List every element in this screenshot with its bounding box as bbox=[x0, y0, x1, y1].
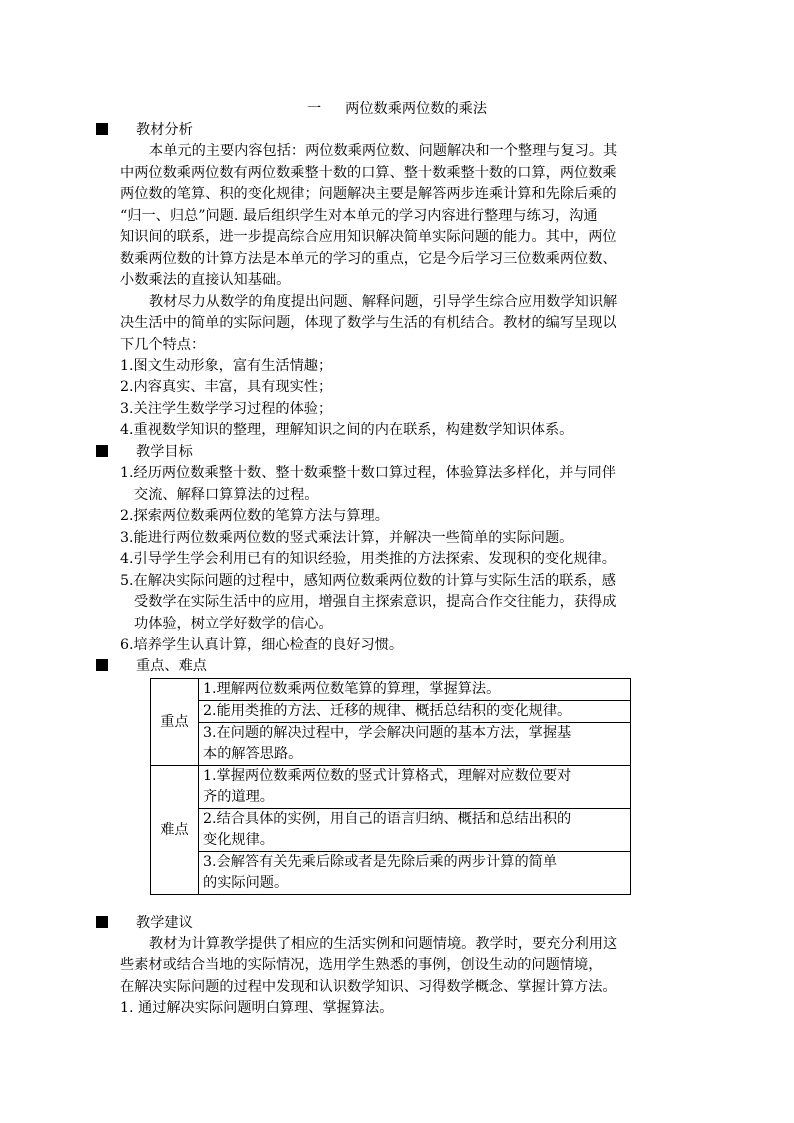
paragraph-line: 在解决实际问题的过程中发现和认识数学知识、习得数学概念、掌握计算方法。 bbox=[120, 979, 617, 995]
paragraph-line: 数乘两位数的计算方法是本单元的学习的重点，它是今后学习三位数乘两位数、 bbox=[120, 251, 617, 267]
paragraph-line: 两位数的笔算、积的变化规律；问题解决主要是解答两步连乘计算和先除后乘的 bbox=[120, 186, 617, 202]
list-item: 功体验，树立学好数学的信心。 bbox=[134, 616, 333, 632]
list-item: 2.内容真实、丰富，具有现实性； bbox=[120, 379, 333, 395]
table-row bbox=[151, 852, 631, 895]
paragraph-line: 知识间的联系，进一步提高综合应用知识解决简单实际问题的能力。其中，两位 bbox=[120, 229, 617, 245]
section-heading-analysis: 教材分析 bbox=[96, 120, 193, 141]
square-bullet-icon bbox=[96, 916, 108, 928]
table-cell: 2.结合具体的实例，用自己的语言归纳、概括和总结出积的 变化规律。 bbox=[199, 809, 631, 852]
table-row bbox=[151, 723, 631, 766]
table-row bbox=[151, 809, 631, 852]
table-cell: 2.能用类推的方法、迁移的规律、概括总结积的变化规律。 bbox=[199, 701, 631, 723]
table-cell: 3.在问题的解决过程中，学会解决问题的基本方法，掌握基 本的解答思路。 bbox=[199, 723, 631, 766]
square-bullet-icon bbox=[96, 659, 108, 671]
section-heading-key-points: 重点、难点 bbox=[96, 656, 207, 677]
square-bullet-icon bbox=[96, 123, 108, 135]
paragraph-line: 些素材或结合当地的实际情况，选用学生熟悉的事例，创设生动的问题情境， bbox=[120, 957, 603, 973]
title-number: 一 bbox=[306, 101, 322, 117]
paragraph-line: 小数乘法的直接认知基础。 bbox=[120, 272, 291, 288]
paragraph-line: 教材尽力从数学的角度提出问题、解释问题，引导学生综合应用数学知识解 bbox=[149, 294, 618, 310]
section-heading-suggestions: 教学建议 bbox=[96, 913, 193, 934]
page-title bbox=[0, 99, 794, 120]
paragraph-line: “归一、归总”问题. 最后组织学生对本单元的学习内容进行整理与练习，沟通 bbox=[120, 208, 598, 224]
paragraph-line: 本单元的主要内容包括：两位数乘两位数、问题解决和一个整理与复习。其 bbox=[149, 143, 618, 159]
table-row bbox=[151, 679, 631, 701]
list-item: 1. 通过解决实际问题明白算理、掌握算法。 bbox=[120, 1000, 394, 1016]
list-item: 5.在解决实际问题的过程中，感知两位数乘两位数的计算与实际生活的联系，感 bbox=[120, 573, 616, 589]
title-text: 两位数乘两位数的乘法 bbox=[345, 101, 488, 117]
list-item: 受数学在实际生活中的应用，增强自主探索意识，提高合作交往能力，获得成 bbox=[134, 594, 617, 610]
difficult-points-label: 难点 bbox=[151, 766, 199, 895]
table-row bbox=[151, 701, 631, 723]
key-points-table bbox=[150, 678, 631, 895]
list-item: 3.能进行两位数乘两位数的竖式乘法计算，并解决一些简单的实际问题。 bbox=[120, 530, 574, 546]
table-cell: 1.掌握两位数乘两位数的竖式计算格式，理解对应数位要对 齐的道理。 bbox=[199, 766, 631, 809]
table-row bbox=[151, 766, 631, 809]
list-item: 1.经历两位数乘整十数、整十数乘整十数口算过程，体验算法多样化，并与同伴 bbox=[120, 465, 616, 481]
square-bullet-icon bbox=[96, 445, 108, 457]
list-item: 4.重视数学知识的整理，理解知识之间的内在联系，构建数学知识体系。 bbox=[120, 422, 574, 438]
paragraph-line: 教材为计算教学提供了相应的生活实例和问题情境。教学时，要充分利用这 bbox=[149, 936, 618, 952]
table-cell: 3.会解答有关先乘后除或者是先除后乘的两步计算的简单 的实际问题。 bbox=[199, 852, 631, 895]
section-heading-goals: 教学目标 bbox=[96, 442, 193, 463]
list-item: 4.引导学生学会利用已有的知识经验，用类推的方法探索、发现积的变化规律。 bbox=[120, 551, 616, 567]
paragraph-line: 决生活中的简单的实际问题，体现了数学与生活的有机结合。教材的编写呈现以 bbox=[120, 315, 617, 331]
list-item: 2.探索两位数乘两位数的笔算方法与算理。 bbox=[120, 508, 389, 524]
list-item: 6.培养学生认真计算，细心检查的良好习惯。 bbox=[120, 637, 404, 653]
list-item: 3.关注学生数学学习过程的体验； bbox=[120, 401, 333, 417]
list-item: 交流、解释口算算法的过程。 bbox=[134, 487, 319, 503]
table-cell: 1.理解两位数乘两位数笔算的算理，掌握算法。 bbox=[199, 679, 631, 701]
paragraph-line: 中两位数乘两位数有两位数乘整十数的口算、整十数乘整十数的口算，两位数乘 bbox=[120, 165, 617, 181]
key-points-label: 重点 bbox=[151, 679, 199, 766]
list-item: 1.图文生动形象，富有生活情趣； bbox=[120, 358, 333, 374]
paragraph-line: 下几个特点： bbox=[120, 337, 206, 353]
